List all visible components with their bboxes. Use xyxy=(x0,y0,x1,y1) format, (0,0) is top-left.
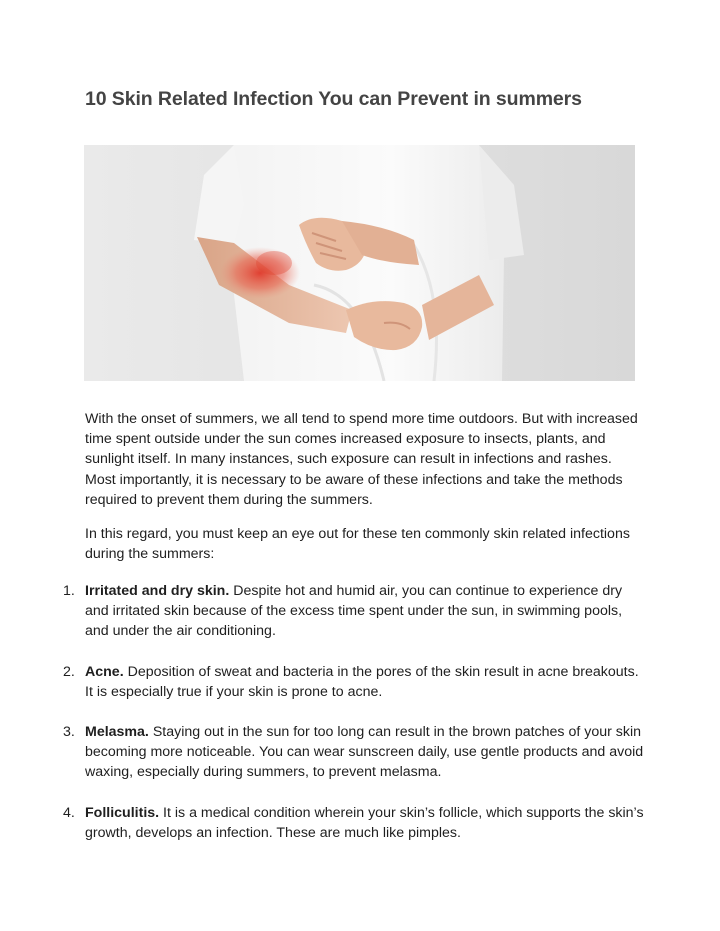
page-title: 10 Skin Related Infection You can Prevent in summers xyxy=(85,88,582,110)
list-item-term: Acne. xyxy=(85,663,124,680)
list-item xyxy=(0,662,645,702)
list-item-text: Staying out in the sun for too long can result in the brown patches of your skin becoming more noticeable. You can wear sunscreen daily, use gentle products and avoid waxing, especially during summers, to prevent melasma. xyxy=(85,724,644,781)
list-item-term: Irritated and dry skin. xyxy=(85,583,230,599)
photo-arm-rash-icon xyxy=(84,145,635,381)
list-item-number: 4. xyxy=(63,804,75,821)
list-item-term: Folliculitis. xyxy=(85,804,160,821)
list-item-text: Deposition of sweat and bacteria in the pores of the skin result in acne breakouts. It is especially true if your skin is prone to acne. xyxy=(85,663,639,700)
intro-paragraph: In this regard, you must keep an eye out for these ten commonly skin related infections during the summers: xyxy=(85,526,630,563)
list-item-number: 3. xyxy=(63,724,75,741)
hero-image xyxy=(84,145,635,381)
list-item-text: Despite hot and humid air, you can continue to experience dry and irritated skin because of the excess time spent under the sun, in swimming pools, and under the air conditioning. xyxy=(85,583,623,640)
list-item-term: Melasma. xyxy=(85,724,149,741)
list-item-text: It is a medical condition wherein your skin’s follicle, which supports the skin’s growth, develops an infection. These are much like pimples. xyxy=(85,804,644,841)
list-item xyxy=(0,581,645,642)
infection-list xyxy=(0,581,720,843)
list-item xyxy=(0,722,645,783)
list-item xyxy=(0,803,645,843)
list-item-number: 2. xyxy=(63,663,75,680)
list-item-number: 1. xyxy=(63,583,75,599)
intro-paragraph: With the onset of summers, we all tend to spend more time outdoors. But with increased time spent outside under the sun comes increased exposure to insects, plants, and sunlight itself. In many instances, such exposure can result in infections and rashes. Most importantly, it is necessary to be aware of these infections and take the methods required to prevent them during the summers. xyxy=(85,411,638,508)
